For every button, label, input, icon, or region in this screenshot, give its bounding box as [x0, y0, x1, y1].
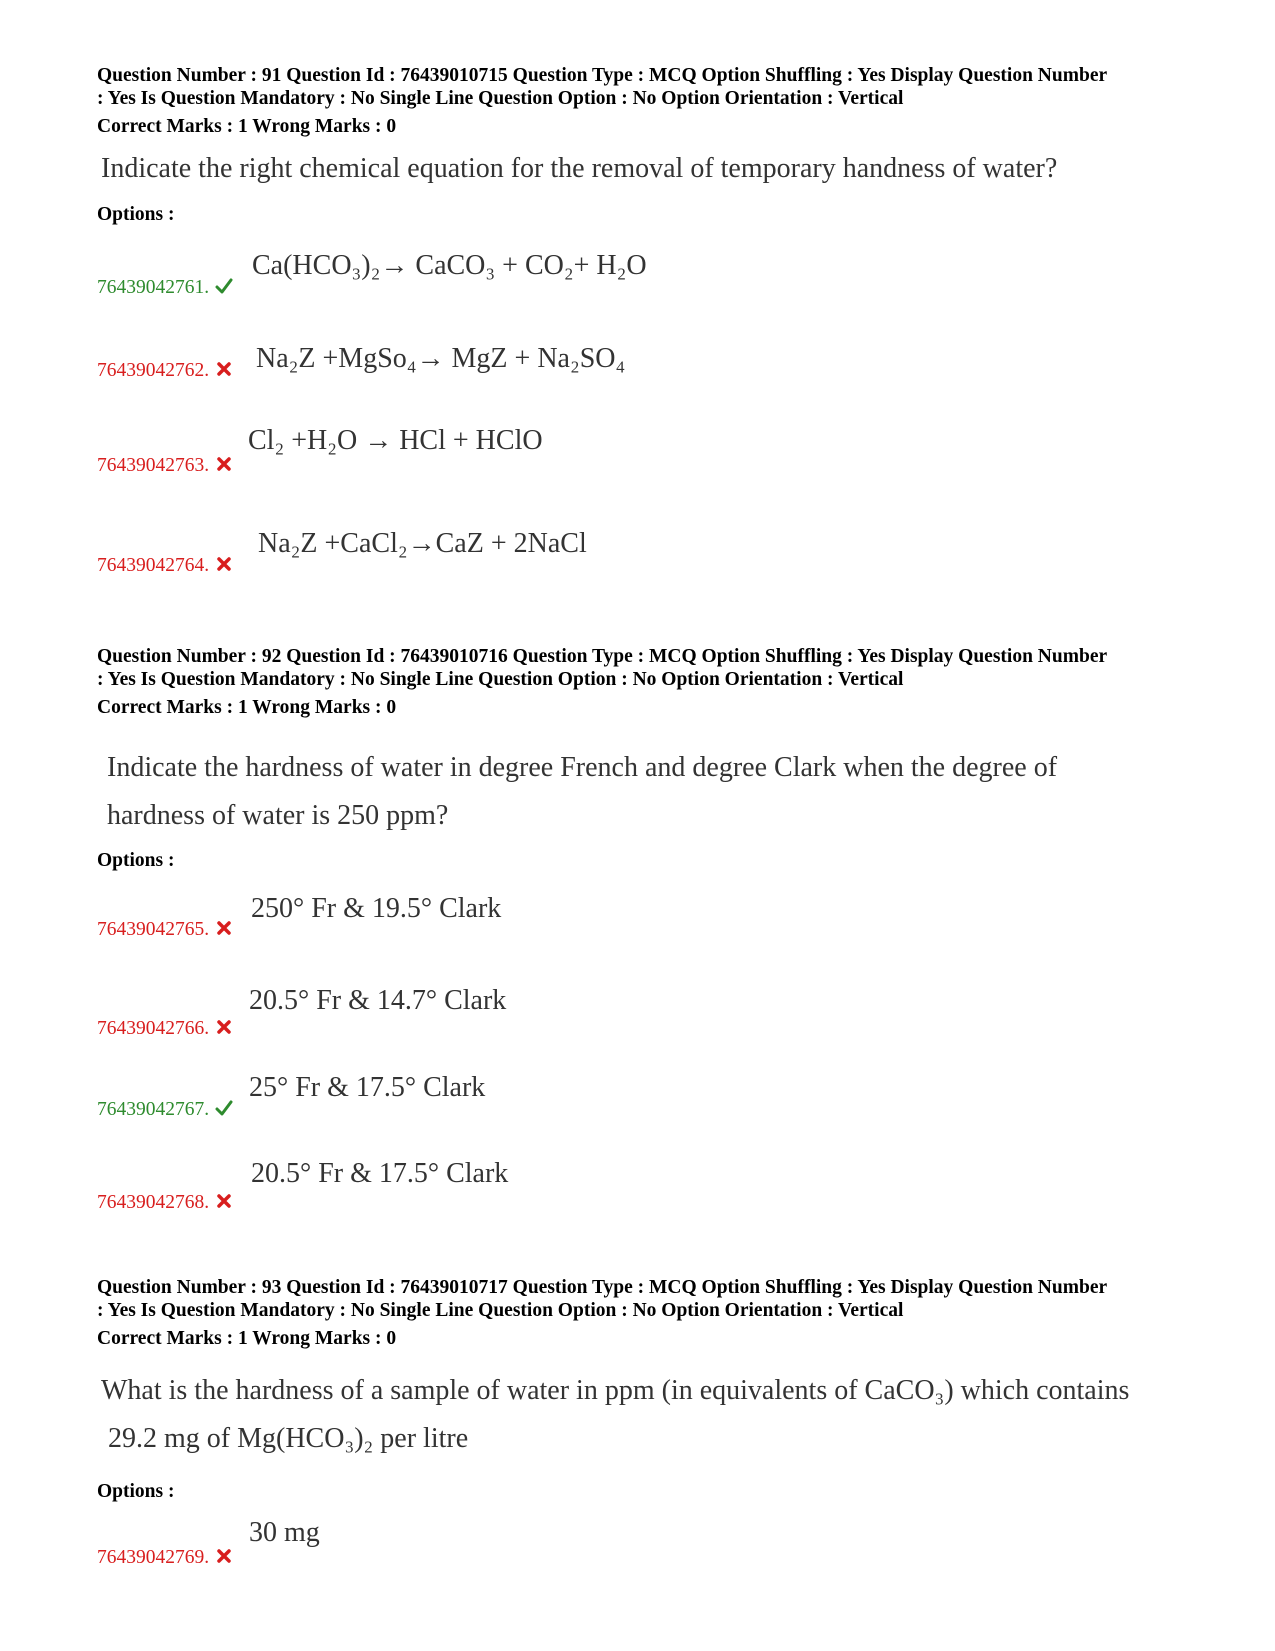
option-id: 76439042768.	[97, 1192, 210, 1213]
question-text: Indicate the hardness of water in degree French and degree Clark when the degree of	[107, 752, 1058, 783]
option-row	[97, 455, 233, 477]
question-text: Indicate the right chemical equation for the removal of temporary handness of water?	[101, 153, 1058, 184]
cross-icon	[215, 360, 233, 378]
cross-icon	[215, 919, 233, 937]
marks-line: Correct Marks : 1 Wrong Marks : 0	[97, 116, 397, 137]
cross-icon	[215, 555, 233, 573]
option-row	[97, 277, 233, 299]
meta-line: : Yes Is Question Mandatory : No Single Line Question Option : No Option Orientation : Vertical	[97, 88, 904, 109]
meta-line: Question Number : 91 Question Id : 76439010715 Question Type : MCQ Option Shuffling : Yes Display Question Number	[97, 65, 1108, 86]
option-id: 76439042764.	[97, 555, 210, 576]
meta-line: : Yes Is Question Mandatory : No Single Line Question Option : No Option Orientation : Vertical	[97, 669, 904, 690]
question-text: What is the hardness of a sample of water in ppm (in equivalents of CaCO₃) which contains	[101, 1375, 1130, 1406]
option-row	[97, 360, 233, 382]
question-text: 29.2 mg of Mg(HCO₃)₂ per litre	[108, 1423, 469, 1454]
question-meta	[97, 64, 1197, 110]
cross-icon	[215, 1192, 233, 1210]
options-label: Options :	[97, 850, 175, 871]
option-text: 25° Fr & 17.5° Clark	[249, 1072, 486, 1103]
cross-icon	[215, 1018, 233, 1036]
cross-icon	[215, 455, 233, 473]
question-text: hardness of water is 250 ppm?	[107, 800, 449, 831]
marks-line: Correct Marks : 1 Wrong Marks : 0	[97, 697, 397, 718]
option-text: Na₂Z +MgSo₄→ MgZ + Na₂SO₄	[256, 343, 626, 374]
option-text: Na₂Z +CaCl₂→CaZ + 2NaCl	[258, 528, 587, 559]
option-id: 76439042762.	[97, 360, 210, 381]
options-label: Options :	[97, 204, 175, 225]
option-id: 76439042761.	[97, 277, 210, 298]
question-meta	[97, 645, 1197, 691]
option-row	[97, 1547, 233, 1569]
option-id: 76439042767.	[97, 1099, 210, 1120]
meta-line: Question Number : 93 Question Id : 76439010717 Question Type : MCQ Option Shuffling : Yes Display Question Number	[97, 1277, 1108, 1298]
option-row	[97, 1018, 233, 1040]
meta-line: Question Number : 92 Question Id : 76439010716 Question Type : MCQ Option Shuffling : Yes Display Question Number	[97, 646, 1108, 667]
options-label: Options :	[97, 1481, 175, 1502]
option-id: 76439042765.	[97, 919, 210, 940]
option-id: 76439042763.	[97, 455, 210, 476]
question-meta	[97, 1276, 1197, 1322]
option-text: Cl₂ +H₂O → HCl + HClO	[248, 425, 543, 456]
option-row	[97, 1192, 233, 1214]
option-row	[97, 919, 233, 941]
marks-line: Correct Marks : 1 Wrong Marks : 0	[97, 1328, 397, 1349]
option-text: 250° Fr & 19.5° Clark	[251, 893, 502, 924]
check-icon	[215, 1099, 233, 1117]
option-row	[97, 555, 233, 577]
option-row	[97, 1099, 233, 1121]
cross-icon	[215, 1547, 233, 1565]
option-text: 20.5° Fr & 17.5° Clark	[251, 1158, 509, 1189]
meta-line: : Yes Is Question Mandatory : No Single Line Question Option : No Option Orientation : Vertical	[97, 1300, 904, 1321]
option-text: Ca(HCO₃)₂→ CaCO₃ + CO₂+ H₂O	[252, 250, 647, 281]
option-text: 30 mg	[249, 1517, 320, 1548]
option-id: 76439042769.	[97, 1547, 210, 1568]
option-text: 20.5° Fr & 14.7° Clark	[249, 985, 507, 1016]
check-icon	[215, 277, 233, 295]
option-id: 76439042766.	[97, 1018, 210, 1039]
